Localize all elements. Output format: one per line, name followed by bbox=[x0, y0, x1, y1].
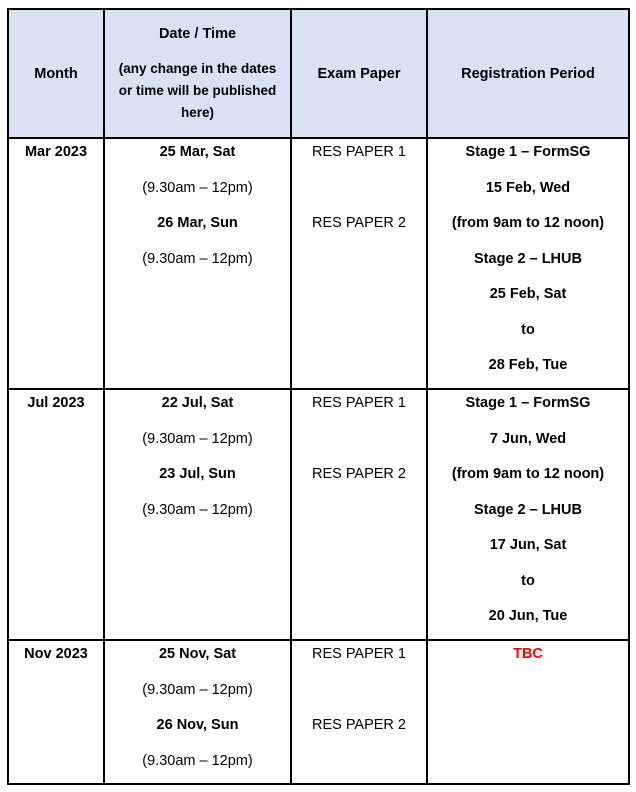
month-cell: Jul 2023 bbox=[8, 389, 104, 640]
exam-paper-cell bbox=[291, 138, 427, 389]
month-cell: Nov 2023 bbox=[8, 640, 104, 784]
table-row bbox=[8, 138, 629, 389]
paper-name: RES PAPER 2 bbox=[311, 717, 407, 733]
paper-name: RES PAPER 1 bbox=[311, 646, 407, 662]
header-date-time-note: (any change in the dates or time will be published here) bbox=[118, 60, 277, 120]
exam-time: (9.30am – 12pm) bbox=[142, 179, 253, 196]
exam-time: (9.30am – 12pm) bbox=[142, 430, 253, 447]
registration-cell: Stage 1 – FormSG 7 Jun, Wed (from 9am to 12 noon) Stage 2 – LHUB 17 Jun, Sat to 20 Jun, Tue bbox=[427, 389, 629, 640]
header-row bbox=[8, 9, 629, 138]
date-time-cell bbox=[104, 640, 291, 784]
date-time-cell bbox=[104, 389, 291, 640]
paper-name: RES PAPER 2 bbox=[311, 466, 407, 482]
paper-name: RES PAPER 1 bbox=[311, 395, 407, 411]
exam-time: (9.30am – 12pm) bbox=[142, 752, 253, 769]
exam-date: 23 Jul, Sun bbox=[159, 466, 236, 482]
header-exam-paper: Exam Paper bbox=[291, 9, 427, 138]
header-month: Month bbox=[8, 9, 104, 138]
exam-schedule-table bbox=[7, 8, 630, 785]
exam-time: (9.30am – 12pm) bbox=[142, 681, 253, 698]
exam-time: (9.30am – 12pm) bbox=[142, 501, 253, 518]
table-row bbox=[8, 389, 629, 640]
exam-paper-cell bbox=[291, 640, 427, 784]
exam-date: 22 Jul, Sat bbox=[161, 395, 234, 411]
tbc-badge: TBC bbox=[513, 646, 543, 662]
paper-name: RES PAPER 1 bbox=[311, 144, 407, 160]
exam-time: (9.30am – 12pm) bbox=[142, 250, 253, 267]
header-date-time: Date / Time (any change in the dates or time will be published here) bbox=[104, 9, 291, 138]
registration-cell bbox=[427, 640, 629, 784]
header-registration-period: Registration Period bbox=[427, 9, 629, 138]
month-cell: Mar 2023 bbox=[8, 138, 104, 389]
exam-date: 26 Nov, Sun bbox=[156, 717, 239, 733]
table-row bbox=[8, 640, 629, 784]
exam-date: 25 Mar, Sat bbox=[159, 144, 236, 160]
paper-name: RES PAPER 2 bbox=[311, 215, 407, 231]
exam-date: 25 Nov, Sat bbox=[158, 646, 237, 662]
date-time-cell bbox=[104, 138, 291, 389]
exam-date: 26 Mar, Sun bbox=[157, 215, 238, 231]
exam-paper-cell bbox=[291, 389, 427, 640]
registration-cell: Stage 1 – FormSG 15 Feb, Wed (from 9am to 12 noon) Stage 2 – LHUB 25 Feb, Sat to 28 Feb, Tue bbox=[427, 138, 629, 389]
